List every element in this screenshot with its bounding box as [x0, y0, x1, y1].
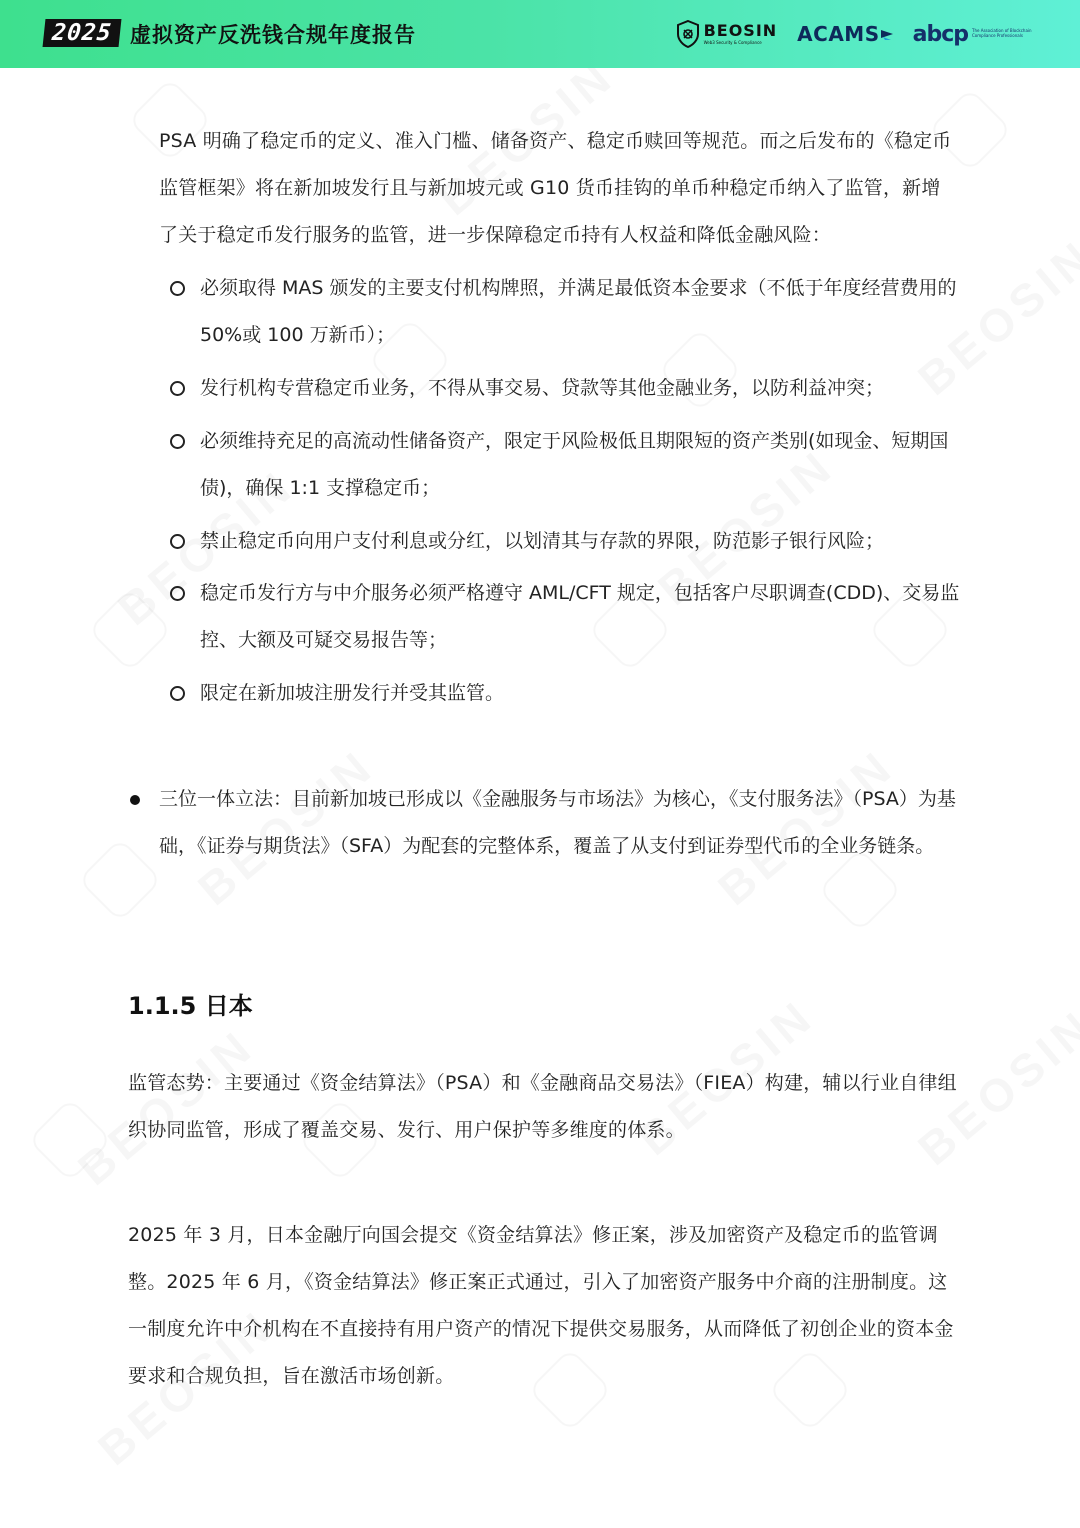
list-item-text: 限定在新加坡注册发行并受其监管。	[200, 682, 505, 704]
hollow-bullet-icon	[170, 381, 185, 396]
report-header	[0, 0, 1080, 68]
abcp-name: abcp	[912, 21, 968, 47]
abcp-tagline: The Association of Blockchain Compliance Professionals	[972, 28, 1032, 38]
list-item-text: 发行机构专营稳定币业务，不得从事交易、贷款等其他金融业务，以防利益冲突；	[200, 377, 885, 399]
bullet-paragraph-text: 三位一体立法：目前新加坡已形成以《金融服务与市场法》为核心，《支付服务法》（PSA）为基础，《证券与期货法》（SFA）为配套的完整体系，覆盖了从支付到证券型代币的全业务链条。	[159, 788, 956, 857]
hollow-bullet-icon	[170, 434, 185, 449]
beosin-name: BEOSIN	[703, 21, 778, 40]
list-item	[170, 418, 960, 512]
bullet-paragraph	[128, 776, 958, 870]
list-item	[170, 670, 960, 717]
hollow-bullet-icon	[170, 686, 185, 701]
acams-logo	[797, 22, 892, 46]
hollow-bullet-icon	[170, 586, 185, 601]
acams-mark-icon	[881, 28, 893, 40]
list-item-text: 禁止稳定币向用户支付利息或分红，以划清其与存款的界限，防范影子银行风险；	[200, 530, 885, 552]
hollow-bullet-icon	[170, 281, 185, 296]
japan-paragraph-amendment: 2025 年 3 月，日本金融厅向国会提交《资金结算法》修正案，涉及加密资产及稳定币的监管调整。2025 年 6 月，《资金结算法》修正案正式通过，引入了加密资产服务中介商的注册制度。这一制度允许中介机构在不直接持有用户资产的情况下提供交易服务，从而降低了初创企业的资本金要求和合规负担，旨在激活市场创新。	[128, 1224, 954, 1387]
list-item	[170, 265, 960, 359]
beosin-logo	[676, 20, 778, 48]
partner-logos	[676, 14, 1056, 54]
japan-paragraph-regulatory-stance: 监管态势：主要通过《资金结算法》（PSA）和《金融商品交易法》（FIEA）构建，辅以行业自律组织协同监管，形成了覆盖交易、发行、用户保护等多维度的体系。	[128, 1072, 957, 1141]
watermark-logo-icon	[28, 1098, 113, 1183]
list-item	[170, 570, 960, 664]
abcp-logo	[913, 22, 1056, 47]
list-item-text: 稳定币发行方与中介服务必须严格遵守 AML/CFT 规定，包括客户尽职调查(CDD)、交易监控、大额及可疑交易报告等；	[200, 582, 960, 651]
beosin-tagline: Web3 Security & Compliance	[703, 40, 762, 45]
section-title: 日本	[204, 992, 253, 1020]
hollow-bullet-icon	[170, 534, 185, 549]
acams-name: ACAMS	[797, 22, 880, 46]
list-item-text: 必须维持充足的高流动性储备资产，限定于风险极低且期限短的资产类别(如现金、短期国债)，确保 1:1 支撑稳定币；	[200, 430, 949, 499]
solid-bullet-icon	[130, 795, 140, 805]
section-heading	[128, 986, 253, 1021]
list-item	[170, 365, 960, 412]
list-item	[170, 518, 960, 565]
year-badge: 2025	[43, 19, 122, 47]
watermark-logo-icon	[88, 588, 173, 673]
section-number: 1.1.5	[128, 992, 197, 1020]
intro-paragraph: PSA 明确了稳定币的定义、准入门槛、储备资产、稳定币赎回等规范。而之后发布的《稳定币监管框架》将在新加坡发行且与新加坡元或 G10 货币挂钩的单币种稳定币纳入了监管，新增了关于稳定币发行服务的监管，进一步保障稳定币持有人权益和降低金融风险：	[159, 130, 952, 246]
list-item-text: 必须取得 MAS 颁发的主要支付机构牌照，并满足最低资本金要求（不低于年度经营费用的 50%或 100 万新币）；	[200, 277, 957, 346]
beosin-shield-icon	[676, 20, 700, 48]
report-title: 虚拟资产反洗钱合规年度报告	[130, 23, 416, 47]
